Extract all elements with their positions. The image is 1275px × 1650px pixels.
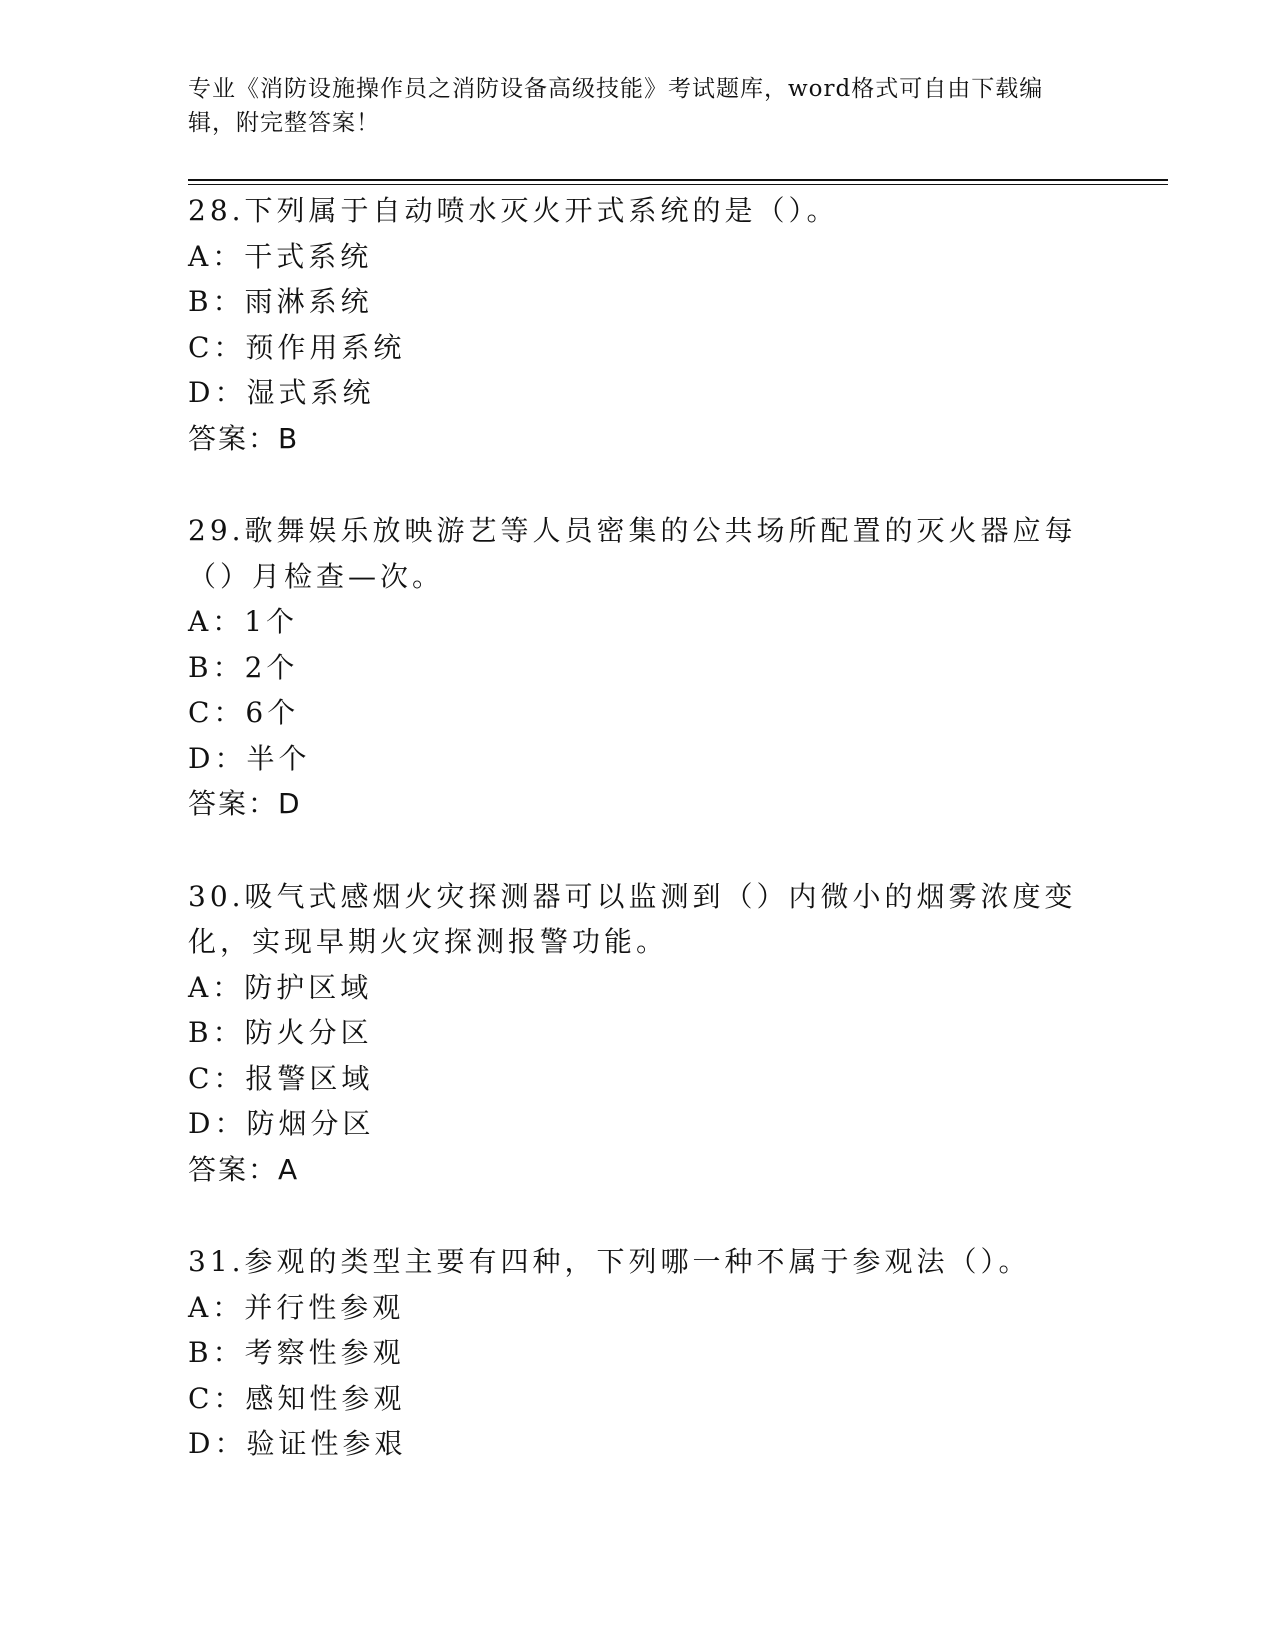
question-29 [188,508,1088,827]
document-intro: 专业《消防设施操作员之消防设备高级技能》考试题库，word格式可自由下载编辑，附完整答案！ [188,76,1044,136]
option-d: D：半个 [188,741,311,775]
option-a: A：并行性参观 [188,1290,405,1324]
option-b: B：防火分区 [188,1016,373,1049]
question-28 [188,188,1088,461]
question-stem: 30.吸气式感烟火灾探测器可以监测到（）内微小的烟雾浓度变化，实现早期火灾探测报警功能。 [188,879,1077,958]
option-a: A：1个 [188,605,299,638]
option-a: A：防护区域 [188,970,373,1004]
option-c: C：预作用系统 [188,330,406,364]
option-d: D：湿式系统 [188,376,375,409]
option-b: B：2个 [188,650,299,684]
option-d: D：验证性参艰 [188,1427,407,1460]
option-c: C：6个 [188,696,300,729]
question-stem: 29.歌舞娱乐放映游艺等人员密集的公共场所配置的灭火器应每（）月检查—次。 [188,514,1077,593]
option-c: C：感知性参观 [188,1381,406,1415]
answer-line: 答案：D [188,787,302,820]
header-divider-thick [188,179,1168,181]
answer-line: 答案：A [188,1152,300,1186]
option-b: B：雨淋系统 [188,285,373,318]
option-d: D：防烟分区 [188,1107,375,1140]
question-stem: 31.参观的类型主要有四种，下列哪一种不属于参观法（）。 [188,1245,1031,1278]
question-stem: 28.下列属于自动喷水灭火开式系统的是（）。 [188,194,839,227]
header-divider-thin [188,184,1168,185]
question-31 [188,1239,1088,1467]
answer-line: 答案：B [188,421,300,455]
option-c: C：报警区域 [188,1061,374,1095]
option-a: A：干式系统 [188,239,373,273]
question-30 [188,874,1088,1193]
question-list [188,188,1088,1514]
option-b: B：考察性参观 [188,1336,405,1369]
